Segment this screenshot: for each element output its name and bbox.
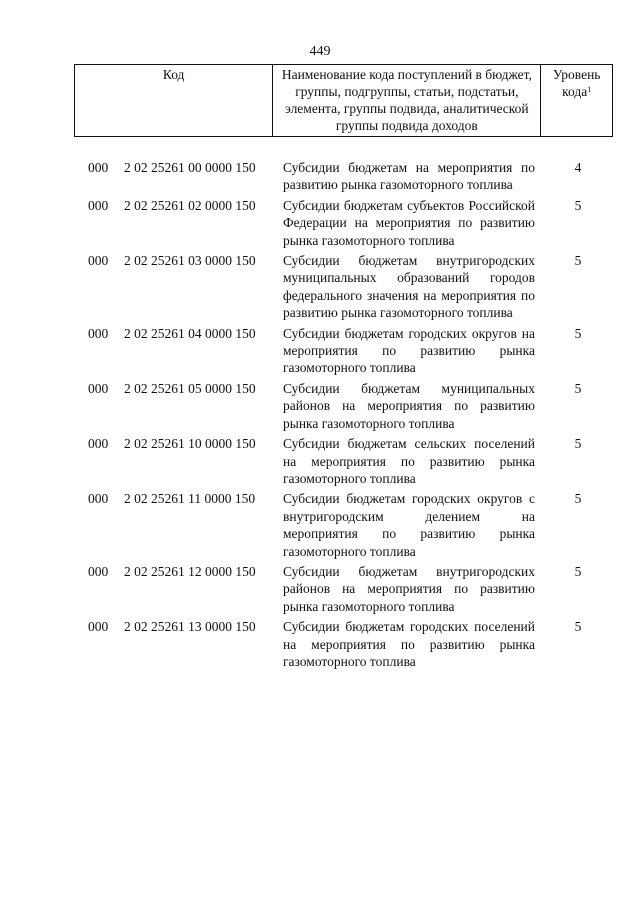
code-level: 5 bbox=[574, 619, 582, 635]
admin-code: 000 bbox=[88, 563, 109, 579]
table-row bbox=[74, 252, 613, 322]
table-row bbox=[74, 563, 613, 615]
income-name: Субсидии бюджетам городских поселений на мероприятия по развитию рынка газомоторного топлива bbox=[283, 619, 535, 669]
table-row bbox=[74, 325, 613, 377]
income-code: 2 02 25261 12 0000 150 bbox=[124, 563, 256, 579]
admin-code: 000 bbox=[88, 436, 109, 452]
admin-code: 000 bbox=[88, 491, 109, 507]
income-name: Субсидии бюджетам на мероприятия по развитию рынка газомоторного топлива bbox=[283, 160, 535, 193]
income-name: Субсидии бюджетам субъектов Российской Федерации на мероприятия по развитию рынка газомоторного топлива bbox=[283, 197, 535, 248]
income-name: Субсидии бюджетам муниципальных районов на мероприятия по развитию рынка газомоторного топлива bbox=[283, 380, 535, 431]
table-row bbox=[74, 435, 613, 487]
income-code: 2 02 25261 00 0000 150 bbox=[124, 160, 256, 175]
code-level: 5 bbox=[574, 197, 582, 213]
admin-code: 000 bbox=[88, 197, 109, 213]
page-number: 449 bbox=[309, 44, 331, 59]
table-row bbox=[74, 618, 613, 670]
income-name: Субсидии бюджетам внутригородских муниципальных образований городов федерального значения на мероприятия по развитию рынка газомоторного топлива bbox=[283, 253, 535, 321]
header-name: Наименование кода поступлений в бюджет, группы, подгруппы, статьи, подстатьи, элемента, группы подвида, аналитической группы подвида доходов bbox=[273, 65, 541, 137]
income-code: 2 02 25261 13 0000 150 bbox=[124, 619, 256, 635]
code-level: 5 bbox=[574, 325, 582, 341]
code-level: 5 bbox=[574, 253, 582, 269]
admin-code: 000 bbox=[88, 619, 109, 635]
income-code: 2 02 25261 05 0000 150 bbox=[124, 380, 256, 396]
table-row bbox=[74, 159, 613, 194]
code-level: 4 bbox=[574, 160, 582, 175]
code-level: 5 bbox=[574, 380, 582, 396]
admin-code: 000 bbox=[88, 380, 109, 396]
admin-code: 000 bbox=[88, 325, 109, 341]
income-name: Субсидии бюджетам городских округов на мероприятия по развитию рынка газомоторного топлива bbox=[283, 325, 535, 376]
header-level-label: Уровень кода bbox=[552, 67, 601, 99]
income-code: 2 02 25261 03 0000 150 bbox=[124, 253, 256, 269]
income-name: Субсидии бюджетам внутригородских районов на мероприятия по развитию рынка газомоторного топлива bbox=[283, 563, 535, 614]
admin-code: 000 bbox=[88, 160, 109, 175]
table-row bbox=[74, 380, 613, 432]
code-level: 5 bbox=[574, 491, 582, 507]
income-code: 2 02 25261 02 0000 150 bbox=[124, 197, 256, 213]
income-code: 2 02 25261 04 0000 150 bbox=[124, 325, 256, 341]
code-level: 5 bbox=[574, 436, 582, 452]
income-name: Субсидии бюджетам сельских поселений на мероприятия по развитию рынка газомоторного топлива bbox=[283, 436, 535, 486]
table-body bbox=[74, 159, 613, 673]
income-code: 2 02 25261 10 0000 150 bbox=[124, 436, 256, 452]
table-header bbox=[74, 64, 613, 137]
table-row bbox=[74, 490, 613, 560]
header-code: Код bbox=[75, 65, 273, 137]
footnote-marker: 1 bbox=[587, 85, 592, 94]
table-row bbox=[74, 197, 613, 249]
header-level bbox=[541, 65, 613, 137]
income-code: 2 02 25261 11 0000 150 bbox=[124, 491, 256, 507]
income-name: Субсидии бюджетам городских округов с внутригородским делением на мероприятия по развитию рынка газомоторного топлива bbox=[283, 491, 535, 559]
code-level: 5 bbox=[574, 563, 582, 579]
admin-code: 000 bbox=[88, 253, 109, 269]
